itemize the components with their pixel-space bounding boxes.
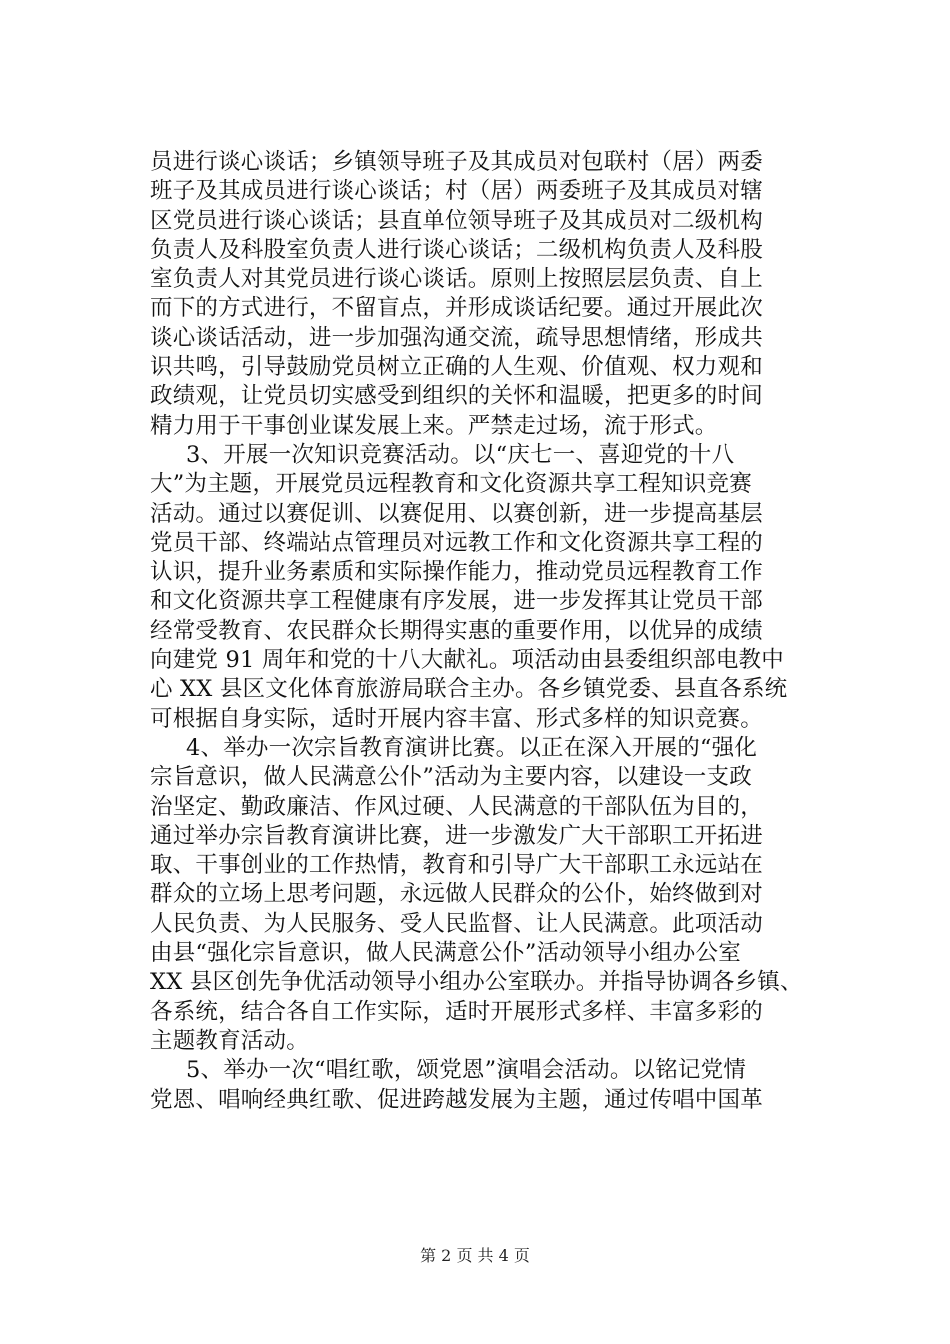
text-line: 4、举办一次宗旨教育演讲比赛。以正在深入开展的“强化	[186, 734, 758, 761]
text-line: 大”为主题，开展党员远程教育和文化资源共享工程知识竞赛	[150, 471, 752, 498]
text-line: 室负责人对其党员进行谈心谈话。原则上按照层层负责、自上	[150, 266, 763, 293]
text-line: 党恩、唱响经典红歌、促进跨越发展为主题，通过传唱中国革	[150, 1086, 763, 1113]
text-line: 主题教育活动。	[150, 1027, 309, 1054]
paragraph	[150, 148, 830, 441]
paragraph	[150, 1056, 830, 1115]
text-line: 通过举办宗旨教育演讲比赛，进一步激发广大干部职工开拓进	[150, 822, 763, 849]
text-line: 员进行谈心谈话；乡镇领导班子及其成员对包联村（居）两委	[150, 149, 763, 175]
text-line: 而下的方式进行，不留盲点，并形成谈话纪要。通过开展此次	[150, 295, 763, 322]
text-line: 活动。通过以赛促训、以赛促用、以赛创新，进一步提高基层	[150, 500, 763, 527]
text-line: 由县“强化宗旨意识，做人民满意公仆”活动领导小组办公室	[150, 940, 741, 967]
text-line: 宗旨意识，做人民满意公仆”活动为主要内容，以建设一支政	[150, 764, 752, 791]
text-line: 区党员进行谈心谈话；县直单位领导班子及其成员对二级机构	[150, 207, 763, 234]
text-line: 谈心谈话活动，进一步加强沟通交流，疏导思想情绪，形成共	[150, 324, 763, 351]
text-line: 各系统，结合各自工作实际，适时开展形式多样、丰富多彩的	[150, 998, 763, 1025]
paragraph	[150, 734, 830, 1056]
text-line: 可根据自身实际，适时开展内容丰富、形式多样的知识竞赛。	[150, 705, 763, 732]
text-line: 治坚定、勤政廉洁、作风过硬、人民满意的干部队伍为目的，	[150, 793, 763, 820]
text-line: 政绩观，让党员切实感受到组织的关怀和温暖，把更多的时间	[150, 383, 763, 410]
text-line: 取、干事创业的工作热情，教育和引导广大干部职工永远站在	[150, 852, 763, 879]
text-line: 群众的立场上思考问题，永远做人民群众的公仆，始终做到对	[150, 881, 763, 908]
text-line: 认识，提升业务素质和实际操作能力，推动党员远程教育工作	[150, 559, 763, 586]
text-line: 班子及其成员进行谈心谈话；村（居）两委班子及其成员对辖	[150, 178, 763, 205]
document-body	[150, 148, 830, 1115]
text-line: 5、举办一次“唱红歌，颂党恩”演唱会活动。以铭记党情	[186, 1057, 747, 1084]
text-line: 3、开展一次知识竞赛活动。以“庆七一、喜迎党的十八	[186, 441, 735, 468]
text-line: 负责人及科股室负责人进行谈心谈话；二级机构负责人及科股	[150, 236, 763, 263]
text-line: 向建党 91 周年和党的十八大献礼。项活动由县委组织部电教中	[150, 647, 784, 674]
page-footer: 第 2 页 共 4 页	[420, 1246, 530, 1265]
text-line: XX 县区创先争优活动领导小组办公室联办。并指导协调各乡镇、	[150, 969, 803, 996]
text-line: 和文化资源共享工程健康有序发展，进一步发挥其让党员干部	[150, 588, 763, 615]
paragraph	[150, 441, 830, 734]
text-line: 精力用于干事创业谋发展上来。严禁走过场，流于形式。	[150, 412, 718, 439]
text-line: 经常受教育、农民群众长期得实惠的重要作用，以优异的成绩	[150, 617, 763, 644]
text-line: 党员干部、终端站点管理员对远教工作和文化资源共享工程的	[150, 529, 763, 556]
text-line: 人民负责、为人民服务、受人民监督、让人民满意。此项活动	[150, 910, 763, 937]
text-line: 识共鸣，引导鼓励党员树立正确的人生观、价值观、权力观和	[150, 354, 763, 381]
text-line: 心 XX 县区文化体育旅游局联合主办。各乡镇党委、县直各系统	[150, 676, 788, 703]
